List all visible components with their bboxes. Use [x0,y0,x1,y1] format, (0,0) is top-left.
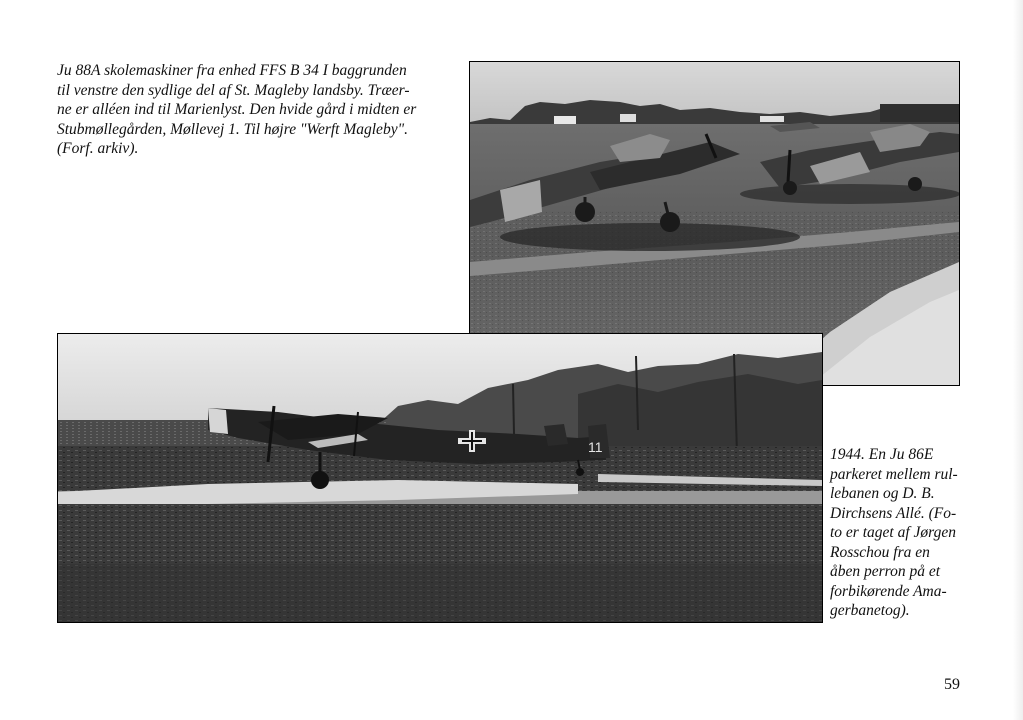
page-number: 59 [944,676,960,693]
photo-ju86e-runway [57,333,823,623]
aircraft-number-marking: 11 [588,439,603,455]
caption-bottom-photo: 1944. En Ju 86E parkeret mellem rul- lebanen og D. B. Dirchsens Allé. (Fo- to er taget af Jørgen Rosschou fra en åben perron på et forbikørende Ama- gerbanetog). [830,446,958,619]
page-edge [1013,0,1023,720]
caption-top-photo: Ju 88A skolemaskiner fra enhed FFS B 34 I baggrunden til venstre den sydlige del af St. Magleby landsby. Træer- ne er alléen ind til Marienlyst. Den hvide gård i midten er Stubmøllegården, Møllevej 1. Til højre "Werft Magleby". (Forf. arkiv). [57,62,417,157]
